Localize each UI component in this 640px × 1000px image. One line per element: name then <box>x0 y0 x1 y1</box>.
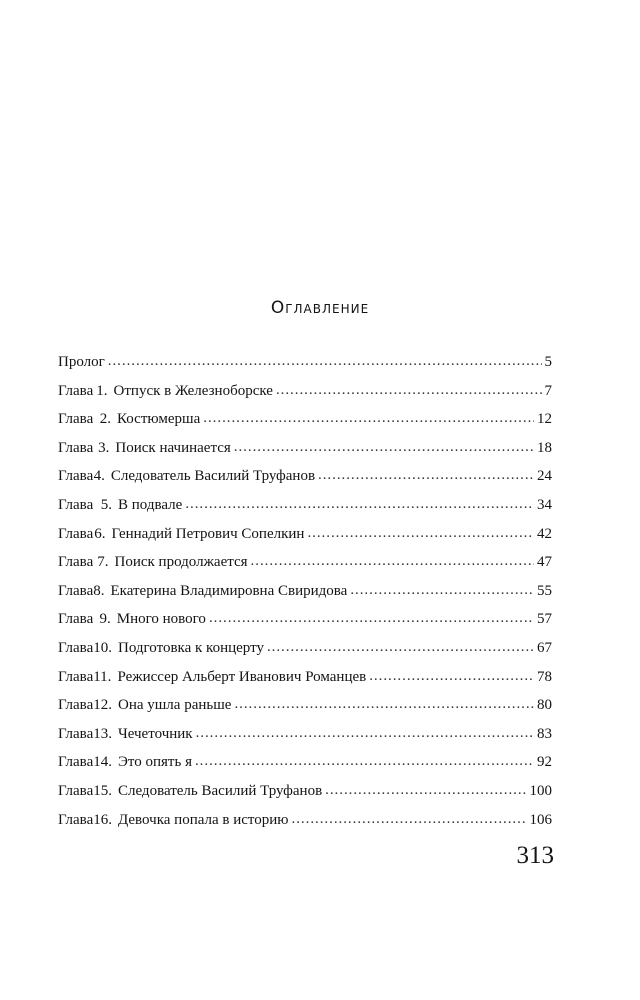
chapter-number: 15. <box>93 782 112 799</box>
page-number: 313 <box>516 842 554 869</box>
chapter-title: Она ушла раньше <box>117 697 232 714</box>
dot-leader <box>325 780 526 800</box>
chapter-number: 3. <box>98 439 110 456</box>
chapter-number: 2. <box>99 411 112 428</box>
dot-leader <box>292 809 527 829</box>
toc-entry <box>58 752 552 781</box>
chapter-title: Костюмерша <box>117 411 201 428</box>
dot-leader <box>195 751 534 771</box>
toc-entry <box>58 781 552 810</box>
entry-page-number: 78 <box>537 668 552 685</box>
toc-entry <box>58 381 552 410</box>
dot-leader <box>209 608 534 628</box>
chapter-title: Следователь Василий Труфанов <box>110 468 316 485</box>
entry-page-number: 106 <box>529 811 552 828</box>
entry-label: Глава <box>58 639 94 656</box>
toc-entry <box>58 524 552 553</box>
chapter-title: Это опять я <box>117 754 192 771</box>
entry-page-number: 80 <box>537 697 552 714</box>
entry-page-number: 57 <box>537 611 552 628</box>
chapter-title: Подготовка к концерту <box>117 639 264 656</box>
chapter-number: 14. <box>93 754 112 771</box>
entry-page-number: 100 <box>529 782 552 799</box>
chapter-number: 8. <box>93 582 105 599</box>
toc-entry <box>58 352 552 381</box>
entry-label: Глава <box>58 697 94 714</box>
chapter-number: 9. <box>99 611 111 628</box>
chapter-number: 5. <box>100 496 113 513</box>
chapter-number: 7. <box>97 554 109 571</box>
entry-label: Глава <box>58 611 94 628</box>
chapter-title: В подвале <box>118 496 183 513</box>
toc-entry <box>58 724 552 753</box>
chapter-number: 10. <box>93 639 112 656</box>
chapter-number: 13. <box>93 725 112 742</box>
entry-label: Глава <box>58 668 94 685</box>
entry-page-number: 67 <box>537 639 552 656</box>
table-of-contents <box>58 352 552 838</box>
chapter-number: 4. <box>93 468 105 485</box>
entry-label: Глава <box>58 554 94 571</box>
entry-label: Глава <box>58 754 94 771</box>
entry-label: Глава <box>58 525 94 542</box>
chapter-number: 1. <box>96 382 108 399</box>
page-title: Оглавление <box>270 298 370 318</box>
entry-label: Глава <box>58 411 94 428</box>
dot-leader <box>234 437 534 457</box>
entry-label: Пролог <box>58 354 105 370</box>
toc-entry <box>58 695 552 724</box>
chapter-number: 16. <box>93 811 112 828</box>
dot-leader <box>234 694 534 714</box>
entry-label: Глава <box>58 439 94 456</box>
entry-page-number: 42 <box>537 525 552 542</box>
chapter-number: 11. <box>93 668 112 685</box>
chapter-title: Поиск продолжается <box>114 554 248 571</box>
entry-page-number: 7 <box>544 382 552 399</box>
entry-label: Глава <box>58 725 94 742</box>
dot-leader <box>185 494 534 514</box>
chapter-number: 12. <box>93 697 112 714</box>
toc-entry <box>58 466 552 495</box>
dot-leader <box>276 380 542 400</box>
dot-leader <box>267 637 534 657</box>
entry-page-number: 47 <box>537 554 552 571</box>
toc-entry <box>58 409 552 438</box>
entry-page-number: 24 <box>537 468 552 485</box>
dot-leader <box>307 523 534 543</box>
entry-label: Глава <box>58 811 94 828</box>
entry-label: Глава <box>58 468 94 485</box>
dot-leader <box>251 551 534 571</box>
entry-page-number: 12 <box>537 411 552 428</box>
entry-label: Глава <box>58 582 94 599</box>
toc-entry <box>58 495 552 524</box>
dot-leader <box>350 580 534 600</box>
entry-page-number: 83 <box>537 725 552 742</box>
entry-page-number: 18 <box>537 439 552 456</box>
chapter-title: Чечеточник <box>117 725 193 742</box>
entry-page-number: 92 <box>537 754 552 771</box>
chapter-title: Девочка попала в историю <box>117 811 289 828</box>
dot-leader <box>203 408 534 428</box>
entry-page-number: 34 <box>537 496 552 513</box>
dot-leader <box>369 666 534 686</box>
toc-entry <box>58 810 552 839</box>
dot-leader <box>318 465 534 485</box>
toc-entry <box>58 438 552 467</box>
toc-entry <box>58 638 552 667</box>
dot-leader <box>196 723 534 743</box>
toc-entry <box>58 609 552 638</box>
chapter-title: Много нового <box>116 611 206 628</box>
toc-entry <box>58 667 552 696</box>
dot-leader <box>108 351 542 371</box>
toc-entry <box>58 581 552 610</box>
entry-page-number: 5 <box>544 354 552 370</box>
chapter-title: Екатерина Владимировна Свиридова <box>110 582 348 599</box>
chapter-title: Геннадий Петрович Сопелкин <box>111 525 305 542</box>
entry-label: Глава <box>58 382 94 399</box>
chapter-title: Следователь Василий Труфанов <box>117 782 323 799</box>
chapter-title: Поиск начинается <box>115 439 231 456</box>
entry-page-number: 55 <box>537 582 552 599</box>
entry-label: Глава <box>58 782 94 799</box>
chapter-number: 6. <box>94 525 106 542</box>
entry-label: Глава <box>58 496 94 513</box>
toc-entry <box>58 552 552 581</box>
chapter-title: Отпуск в Железноборске <box>113 382 273 399</box>
chapter-title: Режиссер Альберт Иванович Романцев <box>117 668 367 685</box>
